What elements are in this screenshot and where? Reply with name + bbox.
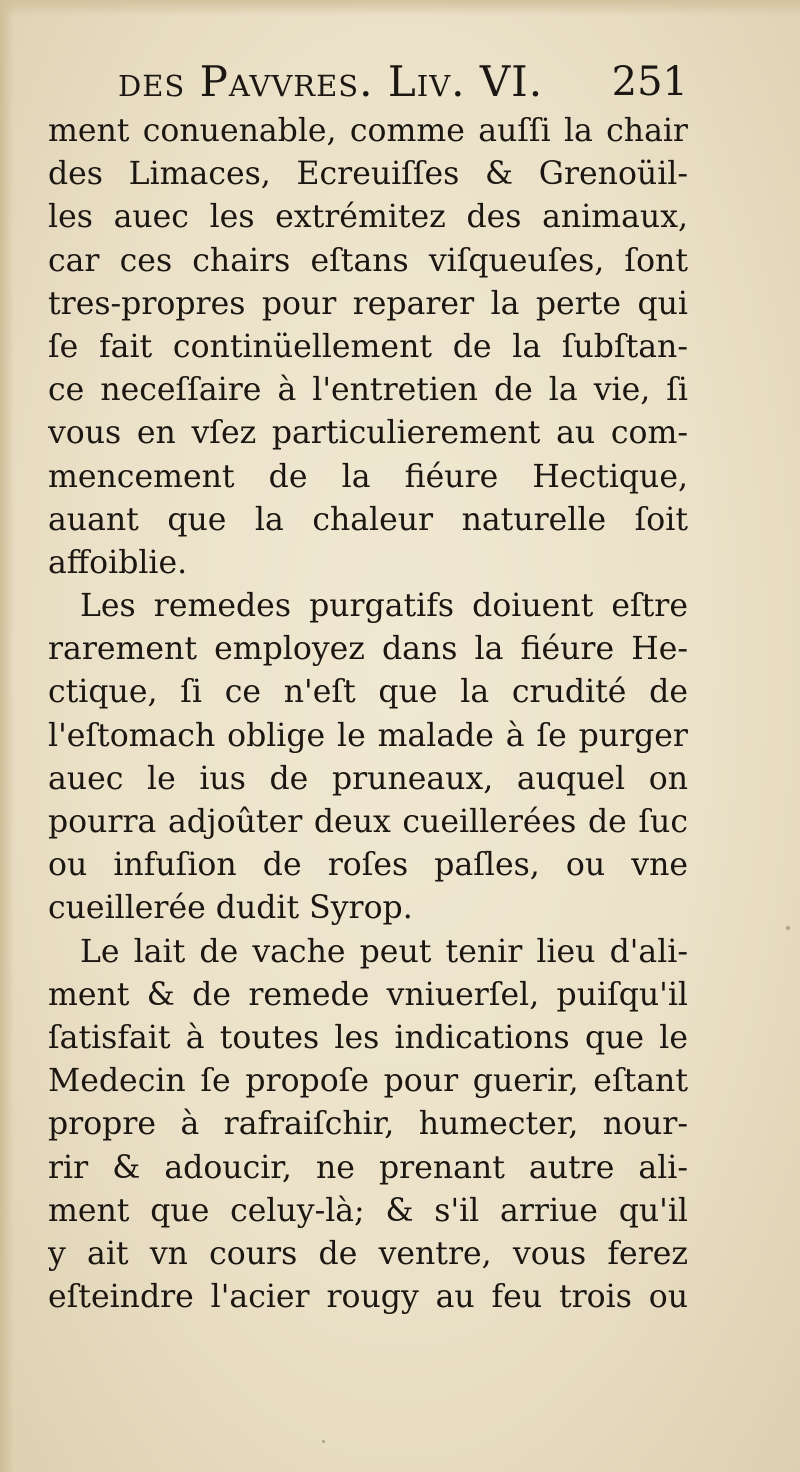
- text-line: ment & de remede vniuerſel, puiſqu'il: [48, 976, 688, 1013]
- text-line: ce neceſſaire à l'entretien de la vie, ſi: [48, 372, 688, 409]
- body-text: [48, 110, 688, 1319]
- text-line: ment que celuy-là; & s'il arriue qu'il: [48, 1192, 688, 1229]
- text-line: tres-propres pour reparer la perte qui: [48, 285, 688, 322]
- page-edge-shadow: [0, 0, 14, 1472]
- page-number: 251: [611, 59, 688, 105]
- text-line: Les remedes purgatifs doiuent eſtre: [80, 588, 688, 625]
- text-line: affoiblie.: [48, 544, 188, 581]
- text-line: vous en vſez particulierement au com-: [48, 415, 688, 452]
- text-line: rir & adoucir, ne prenant autre ali-: [48, 1149, 688, 1186]
- text-line: ctique, ſi ce n'eſt que la crudité de: [48, 674, 688, 711]
- running-head: [118, 54, 688, 118]
- text-line: ſe fait continüellement de la ſubſtan-: [48, 328, 688, 365]
- text-line: cueillerée dudit Syrop.: [48, 890, 413, 927]
- text-line: Medecin ſe propoſe pour guerir, eſtant: [48, 1063, 688, 1100]
- page-top-shadow: [0, 0, 800, 16]
- running-head-title: des Pavvres. Liv. VI.: [118, 57, 544, 106]
- text-line: auant que la chaleur naturelle ſoit: [48, 501, 688, 538]
- text-line: eſteindre l'acier rougy au feu trois ou: [48, 1279, 688, 1316]
- text-line: auec le ius de pruneaux, auquel on: [48, 760, 688, 797]
- paper-speck: [322, 1440, 325, 1443]
- text-line: rarement employez dans la fiéure He-: [48, 631, 688, 668]
- text-line: l'eſtomach oblige le malade à ſe purger: [48, 717, 688, 754]
- text-line: ou infuſion de roſes paſles, ou vne: [48, 847, 688, 884]
- text-line: mencement de la fiéure Hectique,: [48, 458, 688, 495]
- text-line: des Limaces, Ecreuiſſes & Grenoüil-: [48, 156, 688, 193]
- text-line: ſatisfait à toutes les indications que le: [48, 1019, 688, 1056]
- text-line: pourra adjoûter deux cueillerées de ſuc: [48, 804, 688, 840]
- text-line: les auec les extrémitez des animaux,: [48, 199, 688, 236]
- text-line: propre à rafraiſchir, humecter, nour-: [48, 1106, 688, 1143]
- text-line: car ces chairs eſtans viſqueuſes, ſont: [48, 242, 688, 279]
- text-line: Le lait de vache peut tenir lieu d'ali-: [80, 933, 688, 970]
- paper-speck: [786, 926, 790, 930]
- text-line: ment conuenable, comme auſſi la chair: [48, 113, 688, 149]
- text-line: y ait vn cours de ventre, vous ferez: [48, 1235, 688, 1272]
